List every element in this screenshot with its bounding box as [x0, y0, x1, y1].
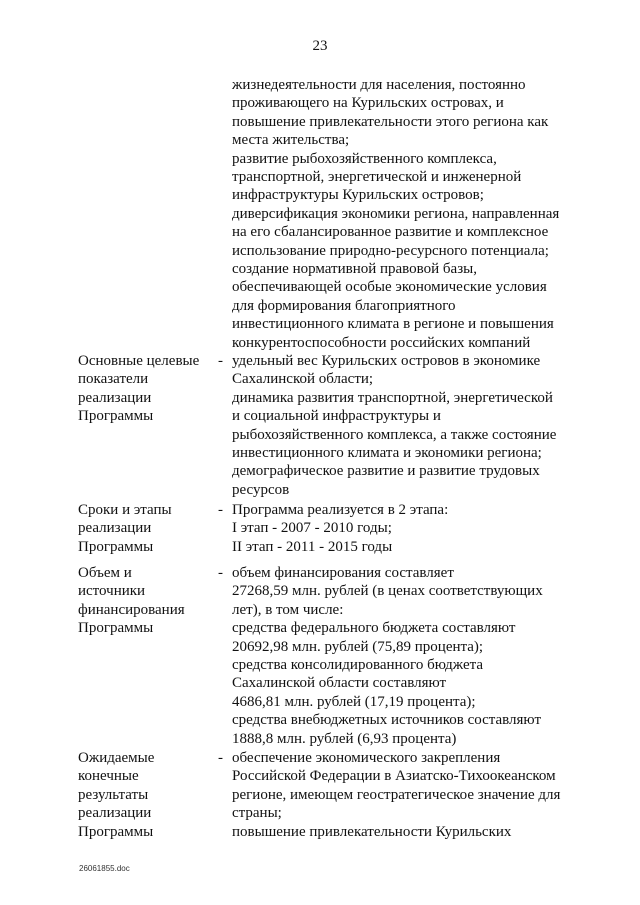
text-line: средства консолидированного бюджета [232, 657, 483, 674]
label-line: Программы [78, 538, 154, 555]
text-line: демографическое развитие и развитие трудовых [232, 463, 540, 480]
label-line: Основные целевые [78, 353, 200, 369]
text-line: I этап - 2007 - 2010 годы; [232, 520, 392, 537]
section-dash: - [218, 750, 223, 766]
text-line: создание нормативной правовой базы, [232, 261, 477, 278]
text-line: проживающего на Курильских островах, и [232, 95, 504, 112]
text-line: регионе, имеющем геостратегическое значение для [232, 786, 561, 803]
text-line: рыбохозяйственного комплекса, а также состояние [232, 426, 557, 443]
text-line: места жительства; [232, 132, 350, 149]
section-label [78, 352, 208, 426]
section-content [232, 749, 577, 841]
section-content [232, 564, 577, 748]
section-label [78, 749, 208, 841]
section-dash: - [218, 353, 223, 369]
label-line: конечные [78, 768, 139, 785]
text-line: обеспечивающей особые экономические условия [232, 279, 547, 296]
label-line: реализации [78, 389, 152, 406]
text-line: инфраструктуры Курильских островов; [232, 187, 484, 204]
label-line: Программы [78, 408, 154, 425]
text-line: ресурсов [232, 481, 290, 498]
text-line: жизнедеятельности для населения, постоянно [232, 77, 526, 93]
label-line: реализации [78, 520, 152, 537]
text-line: II этап - 2011 - 2015 годы [232, 538, 393, 555]
label-line: реализации [78, 805, 152, 822]
label-line: показатели [78, 371, 149, 388]
text-line: Программа реализуется в 2 этапа: [232, 502, 449, 518]
section-label [78, 564, 208, 638]
text-line: конкурентоспособности российских компаний [232, 334, 531, 351]
text-line: обеспечение экономического закрепления [232, 750, 501, 766]
text-line: Сахалинской области составляют [232, 675, 447, 692]
text-line: для формирования благоприятного [232, 297, 456, 314]
text-line: повышение привлекательности этого региона как [232, 113, 549, 130]
text-line: 27268,59 млн. рублей (в ценах соответствующих [232, 583, 543, 600]
file-name-footer: 26061855.doc [79, 864, 130, 873]
text-line: развитие рыбохозяйственного комплекса, [232, 150, 497, 167]
text-line: на его сбалансированное развитие и комплексное [232, 224, 549, 241]
section-label [78, 501, 208, 556]
label-line: Объем и [78, 565, 132, 581]
text-line: средства федерального бюджета составляют [232, 620, 516, 637]
text-line: повышение привлекательности Курильских [232, 823, 512, 840]
label-line: результаты [78, 786, 149, 803]
text-line: 20692,98 млн. рублей (75,89 процента); [232, 638, 484, 655]
text-line: 1888,8 млн. рублей (6,93 процента) [232, 730, 457, 747]
text-line: объем финансирования составляет [232, 565, 454, 581]
text-line: использование природно-ресурсного потенциала; [232, 242, 549, 259]
text-line: лет), в том числе: [232, 601, 344, 618]
section-content [232, 501, 577, 556]
text-line: удельный вес Курильских островов в экономике [232, 353, 541, 369]
section-dash: - [218, 502, 223, 518]
page-number: 23 [312, 38, 328, 54]
label-line: Ожидаемые [78, 750, 155, 766]
text-line: инвестиционного климата в регионе и повышения [232, 316, 554, 333]
text-line: диверсификация экономики региона, направленная [232, 205, 560, 222]
label-line: источники [78, 583, 146, 600]
label-line: финансирования [78, 601, 185, 618]
text-line: транспортной, энергетической и инженерной [232, 169, 522, 186]
section-dash: - [218, 565, 223, 581]
text-line: инвестиционного климата и экономики региона; [232, 445, 542, 462]
label-line: Программы [78, 620, 154, 637]
text-line: средства внебюджетных источников составляют [232, 712, 541, 729]
continuation-text [232, 76, 577, 352]
text-line: Сахалинской области; [232, 371, 374, 388]
text-line: страны; [232, 805, 282, 822]
text-line: Российской Федерации в Азиатско-Тихоокеанском [232, 768, 556, 785]
text-line: динамика развития транспортной, энергетической [232, 389, 553, 406]
label-line: Сроки и этапы [78, 502, 172, 518]
label-line: Программы [78, 823, 154, 840]
section-content [232, 352, 577, 499]
text-line: 4686,81 млн. рублей (17,19 процента); [232, 693, 476, 710]
text-line: и социальной инфраструктуры и [232, 408, 441, 425]
